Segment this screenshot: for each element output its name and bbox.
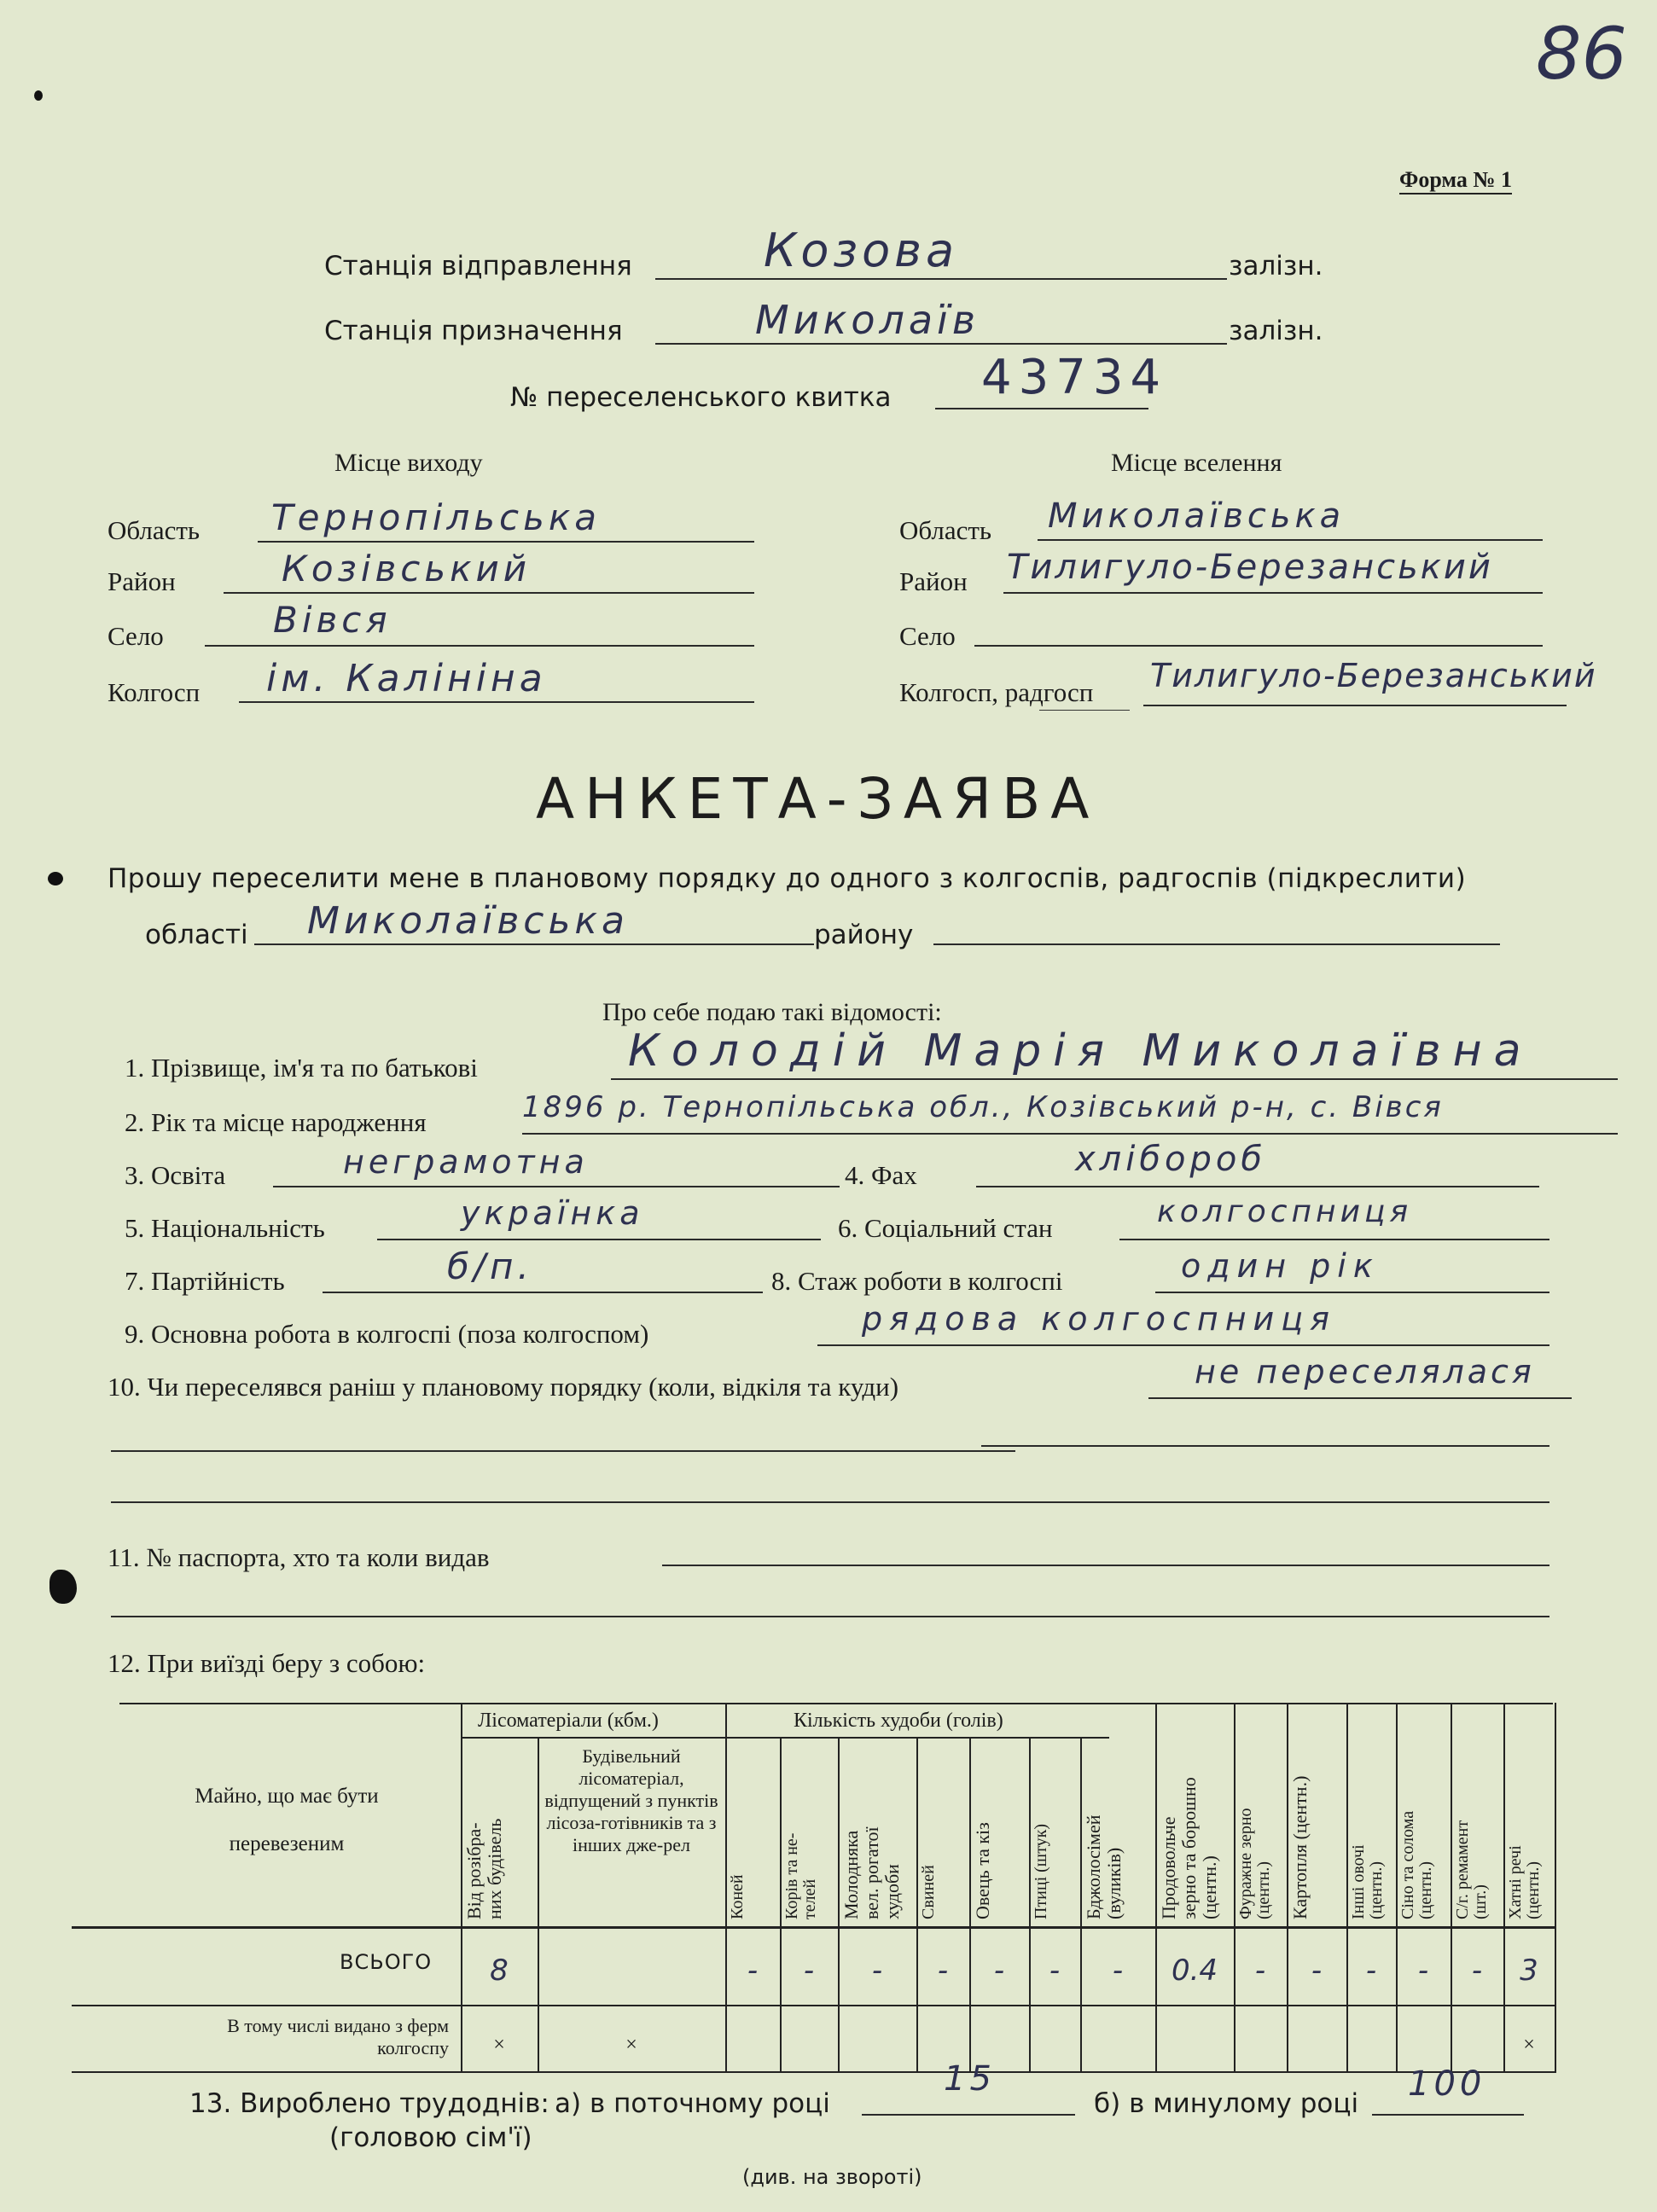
footer-note: (див. на звороті): [742, 2165, 922, 2189]
table-vline: [1234, 1703, 1235, 2071]
table-cell-value: -: [1112, 1954, 1124, 1988]
table-cell-value: -: [1365, 1954, 1377, 1988]
table-cell-value: 8: [490, 1954, 509, 1988]
field-1-value: Колодій Марія Миколаївна: [628, 1025, 1533, 1077]
ticket-label: № переселенського квитка: [510, 382, 892, 413]
table-column-header: Птиці (штук): [1032, 1823, 1050, 1919]
field-7-line: [323, 1292, 763, 1293]
table-column-header: С/г. ремамент (шт.): [1453, 1820, 1490, 1919]
table-cell-value: -: [747, 1954, 759, 1988]
table-vline: [1080, 1737, 1082, 2071]
table-vline: [1287, 1703, 1288, 2071]
origin-kolhosp-label: Колгосп: [108, 677, 201, 707]
field-4-label: 4. Фах: [845, 1160, 917, 1190]
table-vline: [1029, 1737, 1031, 2071]
table-vline: [838, 1737, 840, 2071]
field-10-line-3: [981, 1445, 1549, 1447]
table-cell-value: -: [871, 1954, 883, 1988]
request-raion-label: району: [814, 920, 914, 950]
departure-station-value: Козова: [764, 224, 959, 277]
punch-hole-mark: [49, 1570, 77, 1604]
table-column-header: Будівельний лісоматеріал, відпущений з пунктів лісоза-готівників та з інших дже-рел: [544, 1745, 718, 1855]
table-row-farm-label: В тому числі видано з ферм колгоспу: [227, 2015, 449, 2058]
table-vline: [1155, 1703, 1157, 2071]
table-column-header: Коней: [728, 1874, 747, 1919]
field-5-label: 5. Національність: [125, 1213, 325, 1243]
table-cell-value: -: [937, 1954, 949, 1988]
table-column-header: Бджолосімей (вуликів): [1083, 1814, 1125, 1919]
request-text: Прошу переселити мене в плановому порядку до одного з колгоспів, радгоспів (підкреслити): [108, 863, 1467, 894]
ticket-line: [935, 408, 1148, 409]
destination-kolhosp-value: Тилигуло-Березанський: [1150, 657, 1597, 694]
table-row-total-label: ВСЬОГО: [340, 1950, 433, 1974]
table-vline: [780, 1737, 782, 2071]
destination-rail-suffix: залізн.: [1229, 316, 1323, 346]
workdays-current-line: [862, 2114, 1075, 2116]
field-6-line: [1119, 1239, 1549, 1240]
table-cell-value: -: [803, 1954, 815, 1988]
request-oblast-label: області: [145, 920, 248, 950]
field-2-value: 1896 р. Тернопільська обл., Козівський р-н, с. Вівся: [522, 1090, 1444, 1124]
destination-heading: Місце вселення: [1111, 449, 1282, 477]
destination-kolhosp-underline: [1039, 710, 1130, 711]
table-cell-value: -: [1254, 1954, 1266, 1988]
field-11-line: [662, 1565, 1549, 1566]
punch-hole-mark: [34, 90, 43, 101]
table-column-header: Сіно та солома (центн.): [1398, 1810, 1435, 1919]
table-column-header: Свиней: [919, 1865, 938, 1919]
field-1-line: [611, 1078, 1618, 1080]
table-vline: [1555, 1703, 1556, 2071]
table-vline: [538, 1737, 539, 2071]
field-7-label: 7. Партійність: [125, 1266, 285, 1296]
request-oblast-line: [254, 943, 814, 945]
field-7-value: б/п.: [447, 1245, 533, 1287]
field-8-label: 8. Стаж роботи в колгоспі: [771, 1266, 1063, 1296]
field-9-line: [817, 1344, 1549, 1346]
table-cell-value: ×: [625, 2034, 637, 2056]
workdays-sub-label: (головою сім'ї): [329, 2122, 532, 2153]
field-4-line: [976, 1186, 1539, 1187]
table-col-property: Майно, що має бути перевезеним: [195, 1785, 379, 1855]
table-vline: [969, 1737, 971, 2071]
table-column-header: Фуражне зерно (центн.): [1236, 1808, 1273, 1919]
destination-raion-line: [1003, 592, 1543, 594]
field-2-label: 2. Рік та місце народження: [125, 1107, 427, 1137]
table-bottom-border: [72, 2071, 1556, 2073]
field-4-value: хлібороб: [1075, 1140, 1267, 1179]
field-10-line-4: [111, 1501, 1549, 1503]
punch-hole-mark: [48, 872, 63, 885]
field-3-label: 3. Освіта: [125, 1160, 226, 1190]
field-8-value: один рік: [1181, 1247, 1380, 1285]
table-group-divider: [461, 1737, 1109, 1739]
table-cell-value: 3: [1520, 1954, 1538, 1988]
workdays-current-value: 15: [944, 2059, 996, 2099]
destination-station-value: Миколаїв: [755, 297, 980, 343]
table-column-header: Молодняка вел. рогатої худоби: [840, 1826, 903, 1919]
field-10-value: не переселялася: [1195, 1353, 1535, 1390]
origin-raion-value: Козівський: [282, 548, 532, 589]
destination-raion-label: Район: [899, 566, 968, 596]
destination-oblast-label: Область: [899, 515, 992, 545]
departure-station-line: [655, 278, 1227, 280]
table-cell-value: -: [1311, 1954, 1323, 1988]
table-vline: [1396, 1703, 1398, 2071]
destination-oblast-value: Миколаївська: [1048, 496, 1346, 536]
table-column-header: Від розібра- них будівель: [463, 1818, 505, 1919]
intro-text: Про себе подаю такі відомості:: [602, 998, 942, 1026]
field-3-line: [273, 1186, 840, 1187]
workdays-previous-line: [1372, 2114, 1524, 2116]
field-10-line-2: [111, 1450, 1015, 1452]
table-column-header: Хатні речі (центн.): [1506, 1845, 1543, 1919]
origin-oblast-label: Область: [108, 515, 201, 545]
origin-oblast-line: [258, 541, 754, 543]
destination-kolhosp-label: Колгосп, радгосп: [899, 677, 1094, 707]
request-raion-line: [933, 943, 1500, 945]
table-group-cattle: Кількість худоби (голів): [794, 1710, 1003, 1732]
field-8-line: [1155, 1292, 1549, 1293]
table-column-header: Овець та кіз: [972, 1822, 993, 1919]
table-cell-value: -: [1471, 1954, 1483, 1988]
field-11-line-2: [111, 1616, 1549, 1617]
table-column-header: Картопля (центн.): [1289, 1775, 1311, 1919]
destination-kolhosp-line: [1143, 705, 1567, 706]
table-cell-value: -: [1417, 1954, 1429, 1988]
table-cell-value: ×: [1523, 2034, 1535, 2056]
table-vline: [1503, 1703, 1505, 2071]
origin-heading: Місце виходу: [334, 449, 483, 477]
field-9-value: рядова колгоспниця: [862, 1300, 1336, 1338]
field-6-value: колгоспниця: [1157, 1194, 1413, 1229]
table-top-border: [119, 1703, 1553, 1704]
form-title: АНКЕТА-ЗАЯВА: [536, 766, 1100, 832]
form-number: Форма № 1: [1399, 167, 1512, 194]
origin-raion-label: Район: [108, 566, 176, 596]
departure-rail-suffix: залізн.: [1229, 251, 1323, 282]
field-3-value: неграмотна: [343, 1143, 589, 1181]
destination-selo-line: [974, 645, 1543, 647]
table-cell-value: -: [993, 1954, 1005, 1988]
table-vline: [1451, 1703, 1452, 2071]
destination-oblast-line: [1038, 539, 1543, 541]
table-cell-value: ×: [493, 2034, 505, 2056]
field-5-line: [377, 1239, 821, 1240]
table-column-header: Корів та не- телей: [782, 1832, 819, 1919]
table-vline: [916, 1737, 918, 2071]
field-12-label: 12. При виїзді беру з собою:: [108, 1648, 426, 1678]
request-oblast-value: Миколаївська: [307, 899, 629, 943]
table-row-divider: [72, 2005, 1556, 2006]
origin-selo-line: [205, 645, 754, 647]
page-number: 86: [1536, 12, 1627, 96]
field-9-label: 9. Основна робота в колгоспі (поза колгоспом): [125, 1319, 649, 1349]
table-vline: [1346, 1703, 1348, 2071]
table-header-bottom: [72, 1926, 1556, 1929]
field-11-label: 11. № паспорта, хто та коли видав: [108, 1542, 490, 1572]
workdays-label: 13. Вироблено трудоднів:: [189, 2088, 549, 2119]
table-cell-value: -: [1049, 1954, 1061, 1988]
origin-raion-line: [224, 592, 754, 594]
destination-station-label: Станція призначення: [324, 316, 623, 346]
ticket-value: 43734: [981, 350, 1168, 405]
field-10-line: [1148, 1397, 1572, 1399]
field-6-label: 6. Соціальний стан: [838, 1213, 1053, 1243]
workdays-previous-label: б) в минулому році: [1094, 2088, 1359, 2119]
table-group-lumber: Лісоматеріали (кбм.): [478, 1710, 659, 1732]
destination-station-line: [655, 343, 1227, 345]
table-vline: [725, 1703, 727, 2071]
field-2-line: [522, 1133, 1618, 1135]
field-1-label: 1. Прізвище, ім'я та по батькові: [125, 1053, 478, 1083]
origin-oblast-value: Тернопільська: [271, 496, 601, 538]
origin-selo-label: Село: [108, 621, 164, 651]
departure-station-label: Станція відправлення: [324, 251, 632, 282]
destination-selo-label: Село: [899, 621, 956, 651]
workdays-current-label: а) в поточному році: [555, 2088, 830, 2119]
field-5-value: українка: [461, 1194, 644, 1232]
field-10-label: 10. Чи переселявся раніш у плановому порядку (коли, відкіля та куди): [108, 1372, 899, 1402]
origin-kolhosp-line: [239, 701, 754, 703]
table-vline: [461, 1703, 462, 2071]
origin-selo-value: Вівся: [273, 599, 392, 641]
table-column-header: Інші овочі (центн.): [1349, 1844, 1386, 1919]
origin-kolhosp-value: ім. Калініна: [266, 657, 547, 700]
workdays-previous-value: 100: [1408, 2064, 1486, 2104]
table-column-header: Продовольче зерно та борошно (центн.): [1158, 1777, 1220, 1919]
table-cell-value: 0.4: [1171, 1954, 1218, 1988]
destination-raion-value: Тилигуло-Березанський: [1007, 548, 1493, 587]
